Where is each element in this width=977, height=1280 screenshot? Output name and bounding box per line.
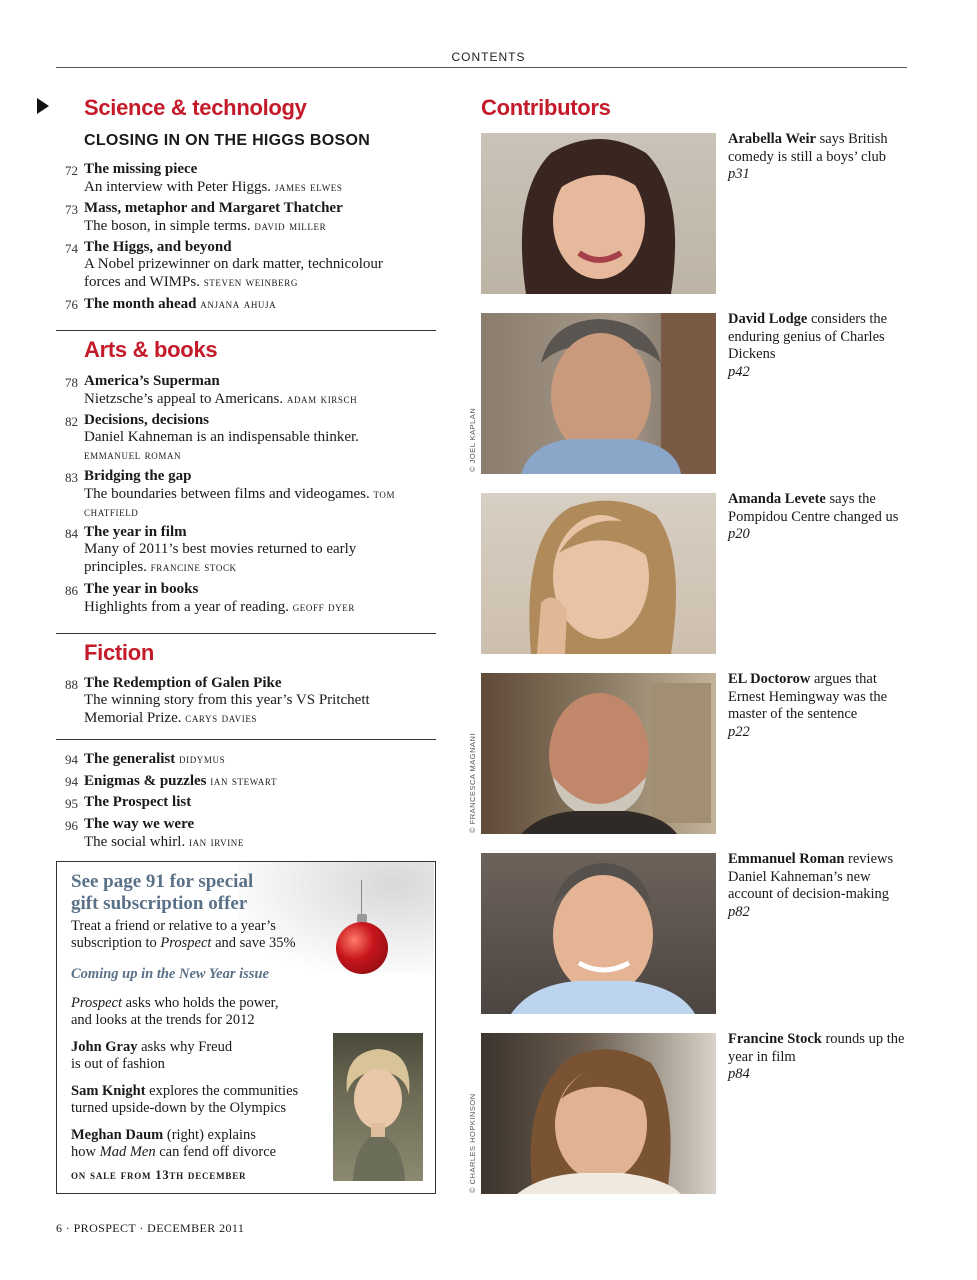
page-number: 96 [65,818,78,833]
entry-author: david miller [254,218,327,233]
page-number: 72 [65,163,78,178]
entry-author: francine stock [150,559,237,574]
page-number: 73 [65,202,78,217]
page-number: 78 [65,375,78,390]
page-number: 94 [65,774,78,789]
promo-power-text: Prospect asks who holds the power, and looks at the trends for 2012 [71,995,279,1028]
section-divider [56,330,436,331]
entry-desc: Many of 2011’s best movies returned to early principles. [84,541,357,575]
entry-desc: An interview with Peter Higgs. [84,179,272,195]
david-lodge-photo [481,313,716,474]
section-divider [56,739,436,740]
promo-daum-text: Meghan Daum (right) explains how Mad Men can fend off divorce [71,1127,277,1160]
meghan-daum-photo [333,1033,423,1181]
contributor-page: p22 [728,723,750,740]
entry-title: Enigmas & puzzles [84,773,207,789]
christmas-ornament-image [336,922,388,974]
amanda-levete-photo [481,493,716,654]
contributor-caption: Emmanuel Roman reviews Daniel Kahneman’s new account of decision-making p82 [728,851,894,920]
entry-desc: The boundaries between films and videogames. [84,486,370,502]
contributor-page: p82 [728,903,750,920]
toc-entry[interactable] [56,295,426,313]
entry-author: emmanuel roman [84,447,182,462]
entry-desc: The boson, in simple terms. [84,218,251,234]
entry-desc: A Nobel prizewinner on dark matter, technicolour forces and WIMPs. [84,256,383,290]
toc-entry[interactable] [56,239,426,291]
toc-entry[interactable] [56,373,426,408]
entry-title: The year in film [84,524,187,540]
page-number: 76 [65,297,78,312]
toc-entry[interactable] [56,412,426,464]
page-number: 88 [65,677,78,692]
toc-entry[interactable] [56,581,426,616]
on-sale-date: on sale from 13th december [71,1168,247,1182]
entry-desc: Highlights from a year of reading. [84,599,289,615]
arabella-weir-photo [481,133,716,294]
entry-author: didymus [179,751,226,766]
toc-entry[interactable] [56,200,426,235]
el-doctorow-photo [481,673,716,834]
promo-offer: Treat a friend or relative to a year’s subscription to Prospect and save 35% [71,918,296,951]
entry-author: ian irvine [188,834,245,849]
toc-entry[interactable] [56,816,426,851]
entry-title: Decisions, decisions [84,412,210,428]
entry-desc: The social whirl. [84,834,186,850]
entry-title: The Prospect list [84,794,192,810]
entry-title: The way we were [84,816,195,832]
contributor-caption: Amanda Levete says the Pompidou Centre changed us p20 [728,491,899,542]
entry-title: The generalist [84,751,176,767]
arrow-icon [37,98,49,114]
science-heading: Science & technology [84,95,307,120]
entry-desc: The winning story from this year’s VS Pritchett Memorial Prize. [84,692,370,726]
page-number: 83 [65,470,78,485]
toc-entry[interactable] [56,750,426,768]
page-number: 84 [65,526,78,541]
science-subhead: CLOSING IN ON THE HIGGS BOSON [84,132,371,149]
page-number: 86 [65,583,78,598]
toc-entry[interactable] [56,675,426,727]
photo-credit: © CHARLES HOPKINSON [468,1093,477,1193]
photo-credit: © FRANCESCA MAGNANI [468,732,477,833]
contributor-page: p20 [728,526,750,542]
contributor-caption: Francine Stock rounds up the year in film p84 [728,1031,905,1082]
promo-gray-text: John Gray asks why Freud is out of fashion [71,1039,233,1072]
emmanuel-roman-photo [481,853,716,1014]
contributor-caption: David Lodge considers the enduring genius of Charles Dickens p42 [728,311,888,380]
page-number: 74 [65,241,78,256]
entry-title: The missing piece [84,161,198,177]
coming-up-heading: Coming up in the New Year issue [71,966,269,982]
toc-entry[interactable] [56,794,426,811]
photo-credit: © JOEL KAPLAN [468,407,477,472]
entry-desc: Daniel Kahneman is an indispensable thinker. [84,429,359,445]
section-divider [56,633,436,634]
ornament-string [361,880,362,914]
frosty-branch-image [238,862,434,972]
entry-author: tom chatfield [84,486,396,519]
promo-knight-text: Sam Knight explores the communities turned upside-down by the Olympics [71,1083,299,1116]
entry-author: james elwes [274,179,343,194]
page-number: 94 [65,752,78,767]
page-number: 82 [65,414,78,429]
entry-author: adam kirsch [286,391,358,406]
fiction-heading: Fiction [84,640,155,665]
entry-title: Bridging the gap [84,468,192,484]
contributor-page: p42 [728,363,750,380]
contributors-heading: Contributors [481,95,611,120]
page-number: 95 [65,796,78,811]
entry-author: anjana ahuja [200,296,277,311]
toc-entry[interactable] [56,772,426,790]
toc-entry[interactable] [56,468,426,521]
entry-author: ian stewart [210,773,278,788]
entry-title: The month ahead [84,296,197,312]
entry-author: carys davies [185,710,258,725]
entry-title: America’s Superman [84,373,220,389]
contributor-caption: Arabella Weir says British comedy is still a boys’ club p31 [728,131,888,182]
entry-title: The Redemption of Galen Pike [84,675,282,691]
header-divider [56,67,907,68]
entry-author: geoff dyer [292,599,355,614]
promo-headline[interactable]: See page 91 for special gift subscription offer [71,871,254,914]
contributor-caption: EL Doctorow argues that Ernest Hemingway was the master of the sentence p22 [728,671,888,740]
contributor-page: p31 [728,166,750,182]
page-footer: 6 · PROSPECT · DECEMBER 2011 [56,1221,245,1235]
contributor-page: p84 [728,1066,750,1082]
toc-entry[interactable] [56,524,426,576]
entry-title: Mass, metaphor and Margaret Thatcher [84,200,343,216]
arts-heading: Arts & books [84,337,218,362]
toc-entry[interactable] [56,161,426,196]
entry-title: The year in books [84,581,199,597]
entry-author: steven weinberg [203,274,298,289]
entry-desc: Nietzsche’s appeal to Americans. [84,391,284,407]
section-label: CONTENTS [451,50,526,64]
entry-title: The Higgs, and beyond [84,239,232,255]
francine-stock-photo [481,1033,716,1194]
